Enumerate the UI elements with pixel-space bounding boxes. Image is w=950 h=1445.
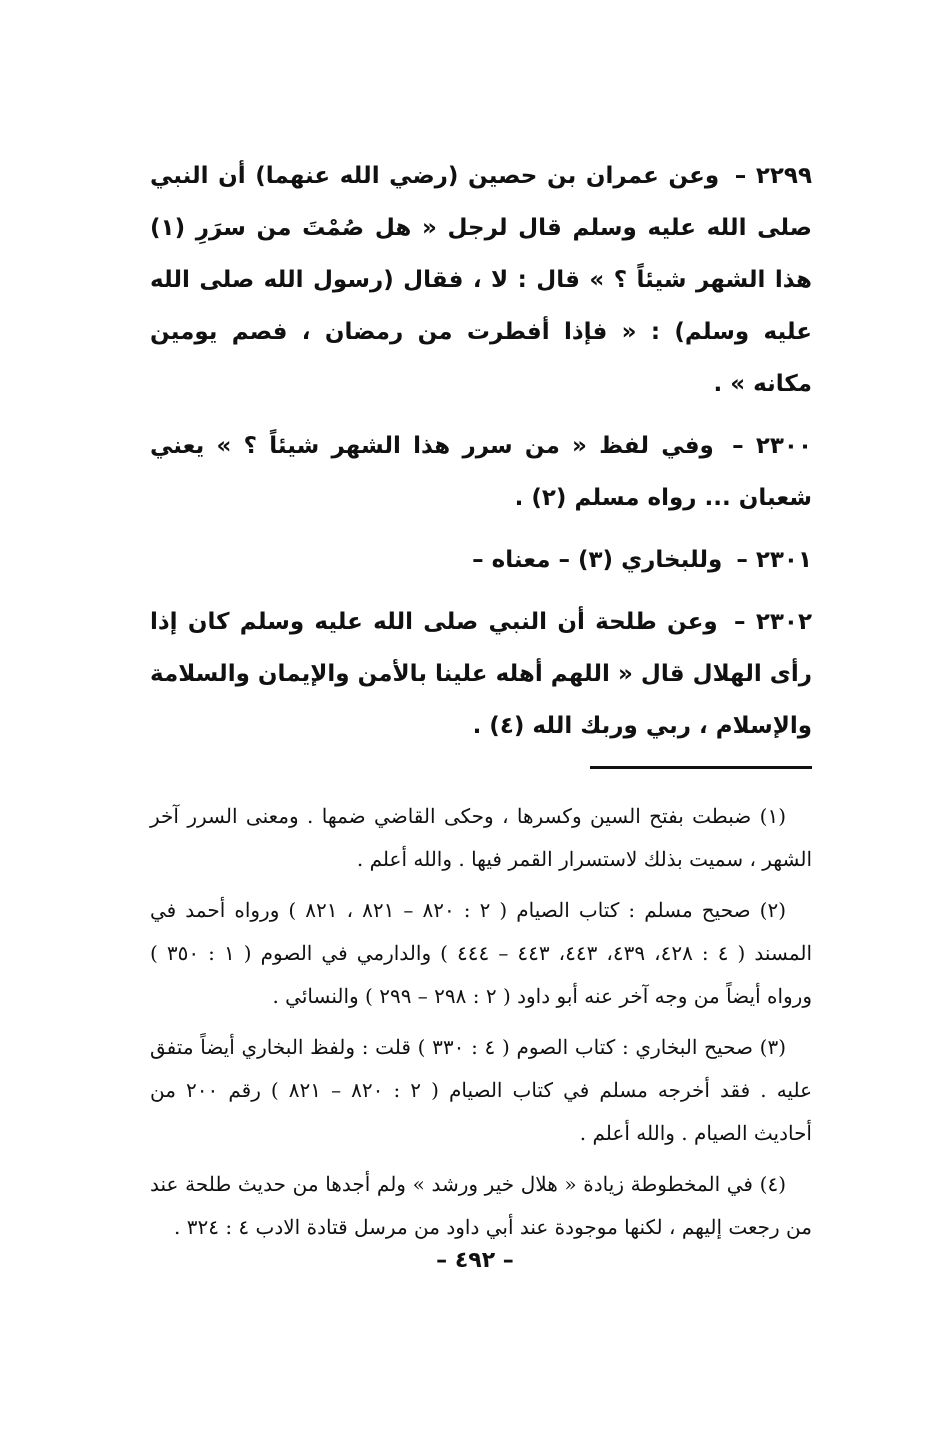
- hadith-text: وعن عمران بن حصين (رضي الله عنهما) أن النبي صلى الله عليه وسلم قال لرجل « هل صُمْتَ من سرَرِ (١) هذا الشهر شيئاً ؟ » قال : لا ، فقال (رسول الله صلى الله عليه وسلم) : « فإذا أفطرت من رمضان ، فصم يومين مكانه » .: [150, 163, 812, 397]
- hadith-number: ٢٢٩٩ –: [734, 163, 813, 189]
- hadith-2300: [150, 420, 812, 524]
- hadith-2299: [150, 150, 812, 410]
- hadith-text: وعن طلحة أن النبي صلى الله عليه وسلم كان إذا رأى الهلال قال « اللهم أهله علينا بالأمن والإيمان والسلامة والإسلام ، ربي وربك الله (٤) .: [150, 609, 812, 739]
- hadith-2302: [150, 596, 812, 752]
- separator-line: [590, 766, 812, 769]
- hadith-number: ٢٣٠١ –: [736, 547, 812, 573]
- footnote-2: (٢) صحيح مسلم : كتاب الصيام ( ٢ : ٨٢٠ – ٨٢١ ، ٨٢١ ) ورواه أحمد في المسند ( ٤ : ٤٢٨، ٤٣٩، ٤٤٣، ٤٤٣ – ٤٤٤ ) والدارمي في الصوم ( ١ : ٣٥٠ ) ورواه أيضاً من وجه آخر عنه أبو داود ( ٢ : ٢٩٨ – ٢٩٩ ) والنسائي .: [150, 898, 812, 1008]
- footnote-3: (٣) صحيح البخاري : كتاب الصوم ( ٤ : ٣٣٠ ) قلت : ولفظ البخاري أيضاً متفق عليه . فقد أخرجه مسلم في كتاب الصيام ( ٢ : ٨٢٠ – ٨٢١ ) رقم ٢٠٠ من أحاديث الصيام . والله أعلم .: [150, 1035, 813, 1145]
- page-body: [150, 150, 812, 1257]
- footnote-4: (٤) في المخطوطة زيادة « هلال خير ورشد » ولم أجدها من حديث طلحة عند من رجعت إليهم ، لكنها موجودة عند أبي داود من مرسل قتادة الادب ٤ : ٣٢٤ .: [150, 1172, 812, 1239]
- hadith-number: ٢٣٠٠ –: [732, 433, 812, 459]
- page-number: – ٤٩٢ –: [436, 1248, 514, 1273]
- hadith-text: وفي لفظ « من سرر هذا الشهر شيئاً ؟ » يعني شعبان ... رواه مسلم (٢) .: [150, 433, 812, 511]
- hadith-text: وللبخاري (٣) – معناه –: [472, 547, 723, 573]
- hadith-2301: [150, 534, 812, 586]
- footnote-separator: [150, 766, 812, 769]
- hadith-number: ٢٣٠٢ –: [734, 609, 812, 635]
- footnote-1: (١) ضبطت بفتح السين وكسرها ، وحكى القاضي ضمها . ومعنى السرر آخر الشهر ، سميت بذلك لاستسرار القمر فيها . والله أعلم .: [150, 804, 812, 871]
